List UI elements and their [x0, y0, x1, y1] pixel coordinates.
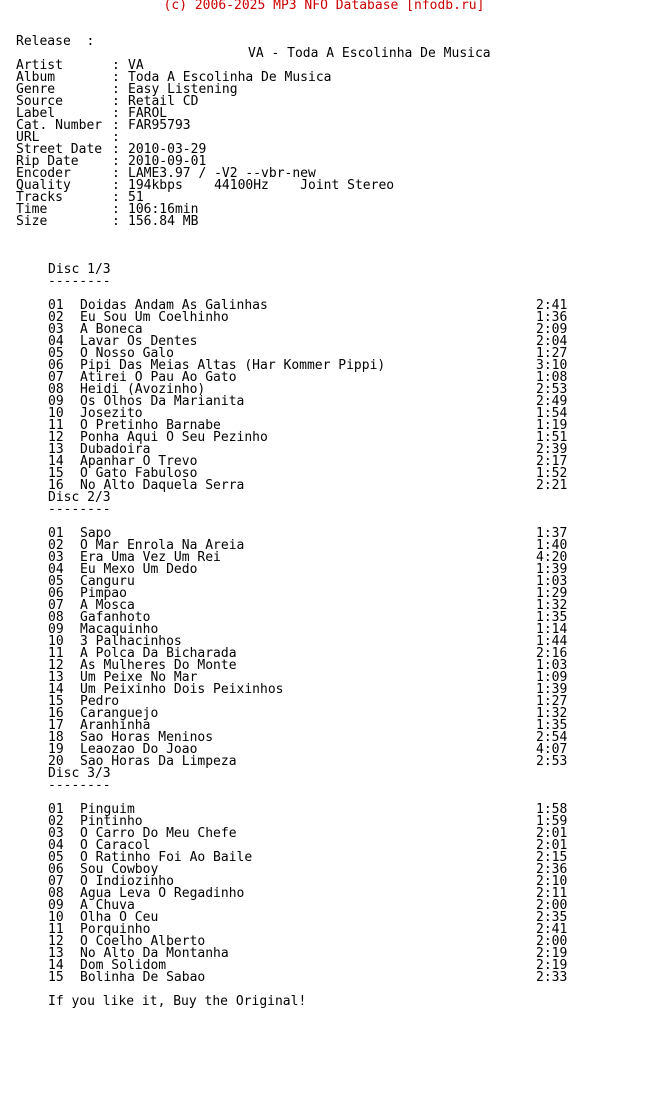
track-title: Dom Solidom: [80, 958, 167, 973]
track-title: Eu Sou Um Coelhinho: [80, 310, 229, 325]
track-title: A Polca Da Bicharada: [80, 646, 237, 661]
track-title: Pipi Das Meias Altas (Har Kommer Pippi): [80, 358, 386, 373]
track-number: 03: [48, 322, 64, 337]
disc-title-text: Disc 1/3: [48, 262, 111, 277]
track-time: 2:10: [536, 874, 568, 889]
track-number: 12: [48, 934, 64, 949]
track-number: 05: [48, 574, 64, 589]
track-number: 13: [48, 670, 64, 685]
track-time: 2:39: [536, 442, 568, 457]
release-value: VA - Toda A Escolinha De Musica: [248, 46, 491, 61]
track-number: 02: [48, 310, 64, 325]
track-title: Pinguim: [80, 802, 135, 817]
track-number: 20: [48, 754, 64, 769]
track-time: 2:16: [536, 646, 568, 661]
track-number: 09: [48, 898, 64, 913]
track-title: Doidas Andam As Galinhas: [80, 298, 268, 313]
track-title: Aranhinha: [80, 718, 151, 733]
site-banner: (c) 2006-2025 MP3 NFO Database [nfodb.ru]: [163, 0, 485, 13]
track-time: 4:07: [536, 742, 568, 757]
track-number: 12: [48, 430, 64, 445]
disc-rule-text: --------: [48, 778, 111, 793]
info-value: LAME3.97 / -V2 --vbr-new: [128, 166, 316, 181]
track-number: 12: [48, 658, 64, 673]
track-title: Eu Mexo Um Dedo: [80, 562, 198, 577]
track-number: 01: [48, 802, 64, 817]
info-key: Source: [16, 94, 63, 109]
track-time: 2:00: [536, 934, 568, 949]
track-time: 1:27: [536, 346, 568, 361]
track-number: 05: [48, 850, 64, 865]
disc-rule-text: --------: [48, 274, 111, 289]
track-title: Caranguejo: [80, 706, 159, 721]
track-time: 1:03: [536, 574, 568, 589]
track-title: Gafanhoto: [80, 610, 151, 625]
track-title: A Boneca: [80, 322, 143, 337]
track-number: 07: [48, 874, 64, 889]
track-time: 2:41: [536, 298, 568, 313]
track-time: 2:35: [536, 910, 568, 925]
track-title: O Indiozinho: [80, 874, 174, 889]
track-time: 1:36: [536, 310, 568, 325]
track-time: 3:10: [536, 358, 568, 373]
track-time: 1:08: [536, 370, 568, 385]
track-time: 1:14: [536, 622, 568, 637]
track-title: No Alto Da Montanha: [80, 946, 229, 961]
info-separator: :: [112, 106, 120, 121]
info-key: Street Date: [16, 142, 103, 157]
track-title: Bolinha De Sabao: [80, 970, 206, 985]
release-line: [0, 24, 491, 61]
track-number: 01: [48, 526, 64, 541]
track-time: 1:35: [536, 610, 568, 625]
track-number: 14: [48, 454, 64, 469]
track-time: 2:11: [536, 886, 568, 901]
track-title: Os Olhos Da Marianita: [80, 394, 245, 409]
track-time: 2:00: [536, 898, 568, 913]
track-title: Pintinho: [80, 814, 143, 829]
info-value: 156.84 MB: [128, 214, 199, 229]
info-value: Toda A Escolinha De Musica: [128, 70, 332, 85]
track-number: 04: [48, 334, 64, 349]
info-separator: :: [112, 58, 120, 73]
info-value: VA: [128, 58, 144, 73]
track-title: O Ratinho Foi Ao Baile: [80, 850, 253, 865]
track-number: 04: [48, 838, 64, 853]
track-time: 1:19: [536, 418, 568, 433]
track-number: 14: [48, 958, 64, 973]
track-number: 07: [48, 598, 64, 613]
track-title: Pimpao: [80, 586, 127, 601]
track-time: 2:01: [536, 838, 568, 853]
track-number: 11: [48, 922, 64, 937]
info-separator: :: [112, 178, 120, 193]
track-title: Josezito: [80, 406, 143, 421]
info-value: FAR95793: [128, 118, 191, 133]
info-key: Tracks: [16, 190, 63, 205]
track-title: O Nosso Galo: [80, 346, 174, 361]
track-time: 2:19: [536, 958, 568, 973]
release-label: Release :: [16, 34, 95, 49]
info-key: URL: [16, 130, 40, 145]
info-separator: :: [112, 118, 120, 133]
track-time: 2:54: [536, 730, 568, 745]
info-key: Encoder: [16, 166, 71, 181]
footer-line: [0, 984, 307, 1009]
disc-title-text: Disc 3/3: [48, 766, 111, 781]
track-time: 1:09: [536, 670, 568, 685]
track-title: Sapo: [80, 526, 112, 541]
info-value: 106:16min: [128, 202, 199, 217]
track-number: 07: [48, 370, 64, 385]
info-key: Time: [16, 202, 48, 217]
track-title: Heidi (Avozinho): [80, 382, 206, 397]
track-number: 09: [48, 394, 64, 409]
track-time: 1:54: [536, 406, 568, 421]
track-title: A Chuva: [80, 898, 135, 913]
track-time: 2:15: [536, 850, 568, 865]
info-separator: :: [112, 130, 120, 145]
info-value: 51: [128, 190, 144, 205]
track-number: 08: [48, 382, 64, 397]
track-title: As Mulheres Do Monte: [80, 658, 237, 673]
track-time: 2:21: [536, 478, 568, 493]
info-separator: :: [112, 190, 120, 205]
track-title: O Gato Fabuloso: [80, 466, 198, 481]
track-time: 1:32: [536, 598, 568, 613]
info-separator: :: [112, 154, 120, 169]
track-time: 1:37: [536, 526, 568, 541]
track-number: 06: [48, 586, 64, 601]
track-number: 10: [48, 910, 64, 925]
track-number: 09: [48, 622, 64, 637]
track-time: 1:03: [536, 658, 568, 673]
track-title: A Mosca: [80, 598, 135, 613]
track-number: 16: [48, 706, 64, 721]
info-key: Album: [16, 70, 56, 85]
info-key: Artist: [16, 58, 63, 73]
track-title: Olha O Ceu: [80, 910, 159, 925]
info-value: 2010-09-01: [128, 154, 207, 169]
track-number: 13: [48, 946, 64, 961]
track-time: 2:19: [536, 946, 568, 961]
track-title: Um Peixe No Mar: [80, 670, 198, 685]
track-time: 1:32: [536, 706, 568, 721]
track-time: 1:29: [536, 586, 568, 601]
track-time: 2:17: [536, 454, 568, 469]
track-time: 2:36: [536, 862, 568, 877]
track-number: 11: [48, 418, 64, 433]
track-number: 11: [48, 646, 64, 661]
track-time: 2:01: [536, 826, 568, 841]
track-number: 18: [48, 730, 64, 745]
track-title: Apanhar O Trevo: [80, 454, 198, 469]
track-time: 2:04: [536, 334, 568, 349]
info-separator: :: [112, 142, 120, 157]
info-separator: :: [112, 202, 120, 217]
track-time: 2:53: [536, 382, 568, 397]
info-value: FAROL: [128, 106, 168, 121]
track-title: Leaozao Do Joao: [80, 742, 198, 757]
info-separator: :: [112, 70, 120, 85]
track-number: 15: [48, 466, 64, 481]
track-time: 2:49: [536, 394, 568, 409]
track-number: 14: [48, 682, 64, 697]
track-number: 03: [48, 550, 64, 565]
track-title: Ponha Aqui O Seu Pezinho: [80, 430, 268, 445]
track-number: 02: [48, 538, 64, 553]
disc-title-text: Disc 2/3: [48, 490, 111, 505]
track-title: Macaquinho: [80, 622, 159, 637]
track-number: 19: [48, 742, 64, 757]
info-key: Size: [16, 214, 48, 229]
track-number: 03: [48, 826, 64, 841]
info-key: Genre: [16, 82, 56, 97]
info-key: Rip Date: [16, 154, 79, 169]
track-time: 2:09: [536, 322, 568, 337]
track-time: 2:53: [536, 754, 568, 769]
track-time: 2:41: [536, 922, 568, 937]
track-time: 1:52: [536, 466, 568, 481]
track-title: Um Peixinho Dois Peixinhos: [80, 682, 284, 697]
info-key: Quality: [16, 178, 71, 193]
track-title: Sao Horas Meninos: [80, 730, 214, 745]
track-time: 1:44: [536, 634, 568, 649]
track-title: Lavar Os Dentes: [80, 334, 198, 349]
track-number: 15: [48, 970, 64, 985]
track-time: 1:59: [536, 814, 568, 829]
track-title: O Caracol: [80, 838, 151, 853]
track-time: 1:51: [536, 430, 568, 445]
track-title: Pedro: [80, 694, 120, 709]
track-number: 06: [48, 358, 64, 373]
track-time: 1:39: [536, 682, 568, 697]
info-key: Label: [16, 106, 56, 121]
info-separator: :: [112, 94, 120, 109]
track-title: Atirei O Pau Ao Gato: [80, 370, 237, 385]
info-value: 194kbps 44100Hz Joint Stereo: [128, 178, 395, 193]
track-time: 2:33: [536, 970, 568, 985]
track-time: 1:58: [536, 802, 568, 817]
track-number: 10: [48, 634, 64, 649]
track-time: 1:27: [536, 694, 568, 709]
track-number: 10: [48, 406, 64, 421]
track-title: O Pretinho Barnabe: [80, 418, 221, 433]
track-title: O Carro Do Meu Chefe: [80, 826, 237, 841]
info-separator: :: [112, 214, 120, 229]
track-number: 01: [48, 298, 64, 313]
track-title: Era Uma Vez Um Rei: [80, 550, 221, 565]
info-separator: :: [112, 166, 120, 181]
track-number: 08: [48, 610, 64, 625]
track-number: 16: [48, 478, 64, 493]
track-time: 4:20: [536, 550, 568, 565]
track-time: 1:35: [536, 718, 568, 733]
track-number: 06: [48, 862, 64, 877]
track-time: 1:39: [536, 562, 568, 577]
track-number: 05: [48, 346, 64, 361]
track-title: Sou Cowboy: [80, 862, 159, 877]
track-number: 13: [48, 442, 64, 457]
info-value: Easy Listening: [128, 82, 238, 97]
info-separator: :: [112, 82, 120, 97]
track-number: 02: [48, 814, 64, 829]
info-value: Retail CD: [128, 94, 199, 109]
info-value: 2010-03-29: [128, 142, 207, 157]
disc-rule-text: --------: [48, 502, 111, 517]
track-number: 17: [48, 718, 64, 733]
track-title: Agua Leva O Regadinho: [80, 886, 245, 901]
track-title: Porquinho: [80, 922, 151, 937]
footer-text: If you like it, Buy the Original!: [48, 994, 307, 1009]
track-number: 15: [48, 694, 64, 709]
track-title: Sao Horas Da Limpeza: [80, 754, 237, 769]
track-title: 3 Palhacinhos: [80, 634, 182, 649]
track-title: No Alto Daquela Serra: [80, 478, 245, 493]
track-title: Canguru: [80, 574, 135, 589]
track-title: O Mar Enrola Na Areia: [80, 538, 245, 553]
track-time: 1:40: [536, 538, 568, 553]
track-number: 04: [48, 562, 64, 577]
info-key: Cat. Number: [16, 118, 103, 133]
track-title: Dubadoira: [80, 442, 151, 457]
track-title: O Coelho Alberto: [80, 934, 206, 949]
track-number: 08: [48, 886, 64, 901]
